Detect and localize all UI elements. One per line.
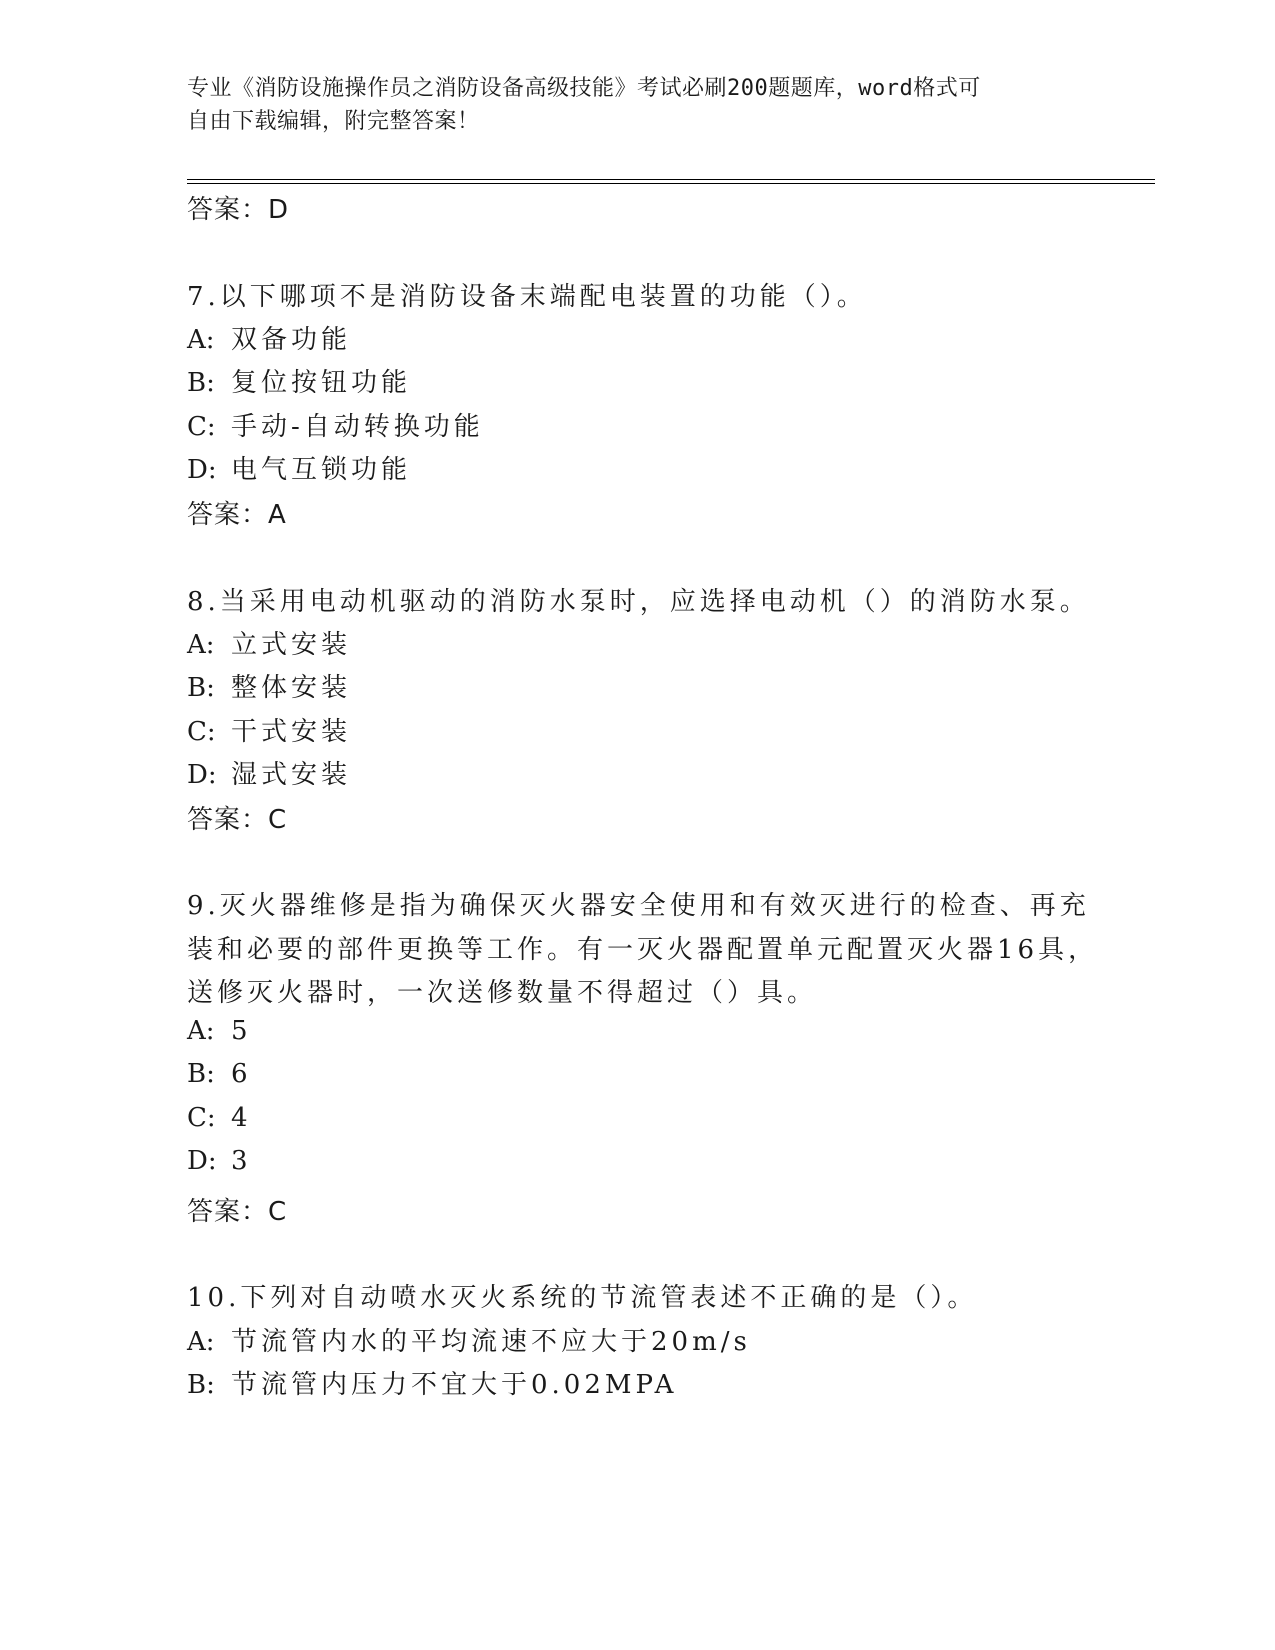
option-key: B: xyxy=(187,673,215,703)
option-text: 立式安装 xyxy=(231,630,352,660)
option-text: 节流管内压力不宜大于0.02MPA xyxy=(231,1370,678,1400)
option-text: 4 xyxy=(231,1103,252,1133)
question-10-option-b xyxy=(187,1364,677,1401)
option-text: 整体安装 xyxy=(231,673,352,703)
option-key: A: xyxy=(187,325,215,355)
option-key: D: xyxy=(187,1146,217,1176)
question-7-answer: 答案：A xyxy=(187,500,287,530)
question-9-option-c xyxy=(187,1103,252,1133)
question-9-stem-line-1: 9.灭火器维修是指为确保灭火器安全使用和有效灭进行的检查、再充 xyxy=(187,891,1090,921)
option-text: 手动-自动转换功能 xyxy=(231,412,484,442)
option-text: 干式安装 xyxy=(231,717,352,747)
question-8-stem: 8.当采用电动机驱动的消防水泵时，应选择电动机（）的消防水泵。 xyxy=(187,587,1090,617)
header-divider-top xyxy=(187,179,1155,180)
question-7-option-b xyxy=(187,362,411,399)
question-10-stem: 10.下列对自动喷水灭火系统的节流管表述不正确的是（）。 xyxy=(187,1283,978,1313)
header-divider-bottom xyxy=(187,183,1155,184)
option-key: C: xyxy=(187,1103,216,1133)
option-text: 电气互锁功能 xyxy=(231,455,412,485)
previous-answer: 答案：D xyxy=(187,195,290,225)
option-text: 双备功能 xyxy=(231,325,352,355)
option-text: 5 xyxy=(231,1016,252,1046)
document-header xyxy=(187,72,1067,138)
question-8-option-a xyxy=(187,624,351,661)
question-8-answer: 答案：C xyxy=(187,805,288,835)
question-9-option-a xyxy=(187,1016,252,1046)
header-line-1: 专业《消防设施操作员之消防设备高级技能》考试必刷200题题库，word格式可 xyxy=(187,76,981,101)
question-9-stem-line-2: 装和必要的部件更换等工作。有一灭火器配置单元配置灭火器16具， xyxy=(187,935,1099,965)
option-text: 节流管内水的平均流速不应大于20m/s xyxy=(231,1327,751,1357)
question-9-option-b xyxy=(187,1059,252,1089)
question-8-option-b xyxy=(187,667,351,704)
option-key: B: xyxy=(187,1059,215,1089)
option-text: 复位按钮功能 xyxy=(231,368,412,398)
question-9-answer: 答案：C xyxy=(187,1197,288,1227)
question-8-option-c xyxy=(187,711,351,748)
option-text: 6 xyxy=(231,1059,252,1089)
question-9-option-d xyxy=(187,1146,252,1176)
option-key: C: xyxy=(187,717,216,747)
question-8-option-d xyxy=(187,754,351,791)
header-line-2: 自由下载编辑，附完整答案！ xyxy=(187,109,480,134)
question-7-option-d xyxy=(187,449,411,486)
option-key: C: xyxy=(187,412,216,442)
option-key: D: xyxy=(187,760,217,790)
option-text: 3 xyxy=(231,1146,252,1176)
question-10-option-a xyxy=(187,1321,751,1358)
question-9-stem-line-3: 送修灭火器时，一次送修数量不得超过（）具。 xyxy=(187,978,818,1008)
question-7-option-a xyxy=(187,319,351,356)
question-7-option-c xyxy=(187,406,484,443)
option-key: D: xyxy=(187,455,217,485)
option-key: A: xyxy=(187,630,215,660)
question-7-stem: 7.以下哪项不是消防设备末端配电装置的功能（）。 xyxy=(187,282,867,312)
option-key: B: xyxy=(187,1370,215,1400)
option-key: A: xyxy=(187,1016,215,1046)
option-key: B: xyxy=(187,368,215,398)
option-key: A: xyxy=(187,1327,215,1357)
option-text: 湿式安装 xyxy=(231,760,352,790)
